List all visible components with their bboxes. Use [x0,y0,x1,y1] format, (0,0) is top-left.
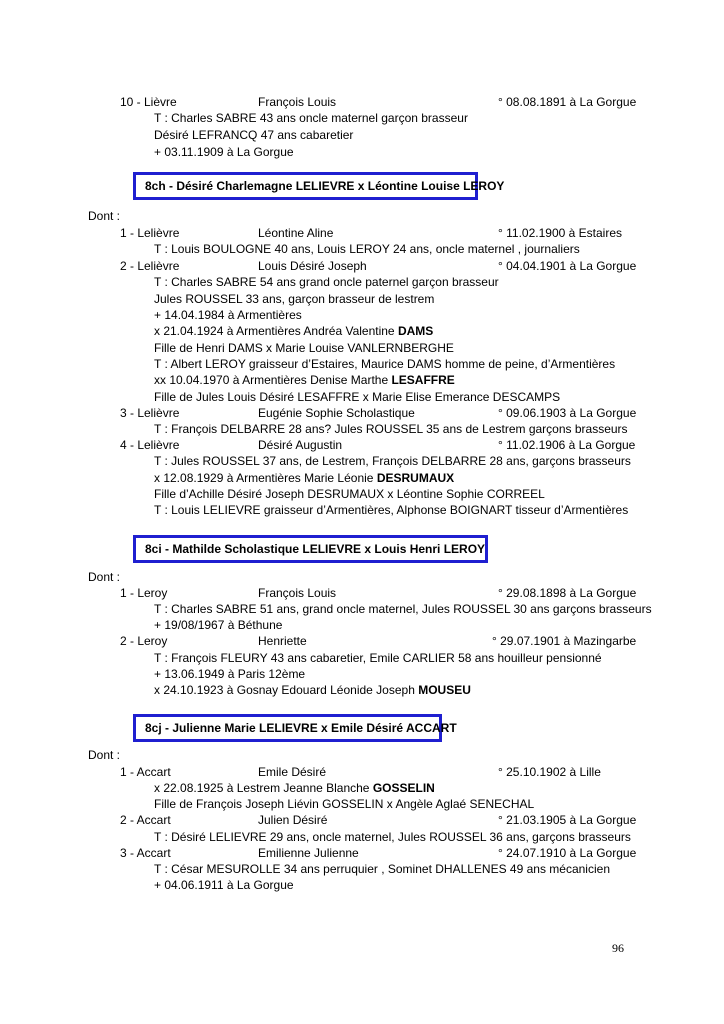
child-birth: ° 09.06.1903 à La Gorgue [498,406,637,420]
spouse-surname: MOUSEU [418,683,471,697]
marriage-line [154,683,471,697]
detail-line: T : François FLEURY 43 ans cabaretier, Emile CARLIER 58 ans houilleur pensionné [154,651,602,665]
marriage-text: x 22.08.1925 à Lestrem Jeanne Blanche [154,781,373,795]
child-names: Léontine Aline [258,226,334,240]
child-number: 1 - Accart [120,765,171,779]
detail-line: Fille de Jules Louis Désiré LESAFFRE x Marie Elise Emerance DESCAMPS [154,390,561,404]
detail-line: T : César MESUROLLE 34 ans perruquier , Sominet DHALLENES 49 ans mécanicien [154,862,610,876]
dont-label: Dont : [88,209,121,223]
child-birth: ° 24.07.1910 à La Gorgue [498,846,637,860]
child-names: Emilienne Julienne [258,846,359,860]
child-names: Louis Désiré Joseph [258,259,367,273]
spouse-surname: DESRUMAUX [376,471,455,485]
marriage-text: x 12.08.1929 à Armentières Marie Léonie [154,471,377,485]
detail-line: T : Charles SABRE 43 ans oncle maternel garçon brasseur [154,111,468,125]
detail-line: + 04.06.1911 à La Gorgue [154,878,294,892]
detail-line: Désiré LEFRANCQ 47 ans cabaretier [154,128,354,142]
detail-line: Fille de François Joseph Liévin GOSSELIN x Angèle Aglaé SENECHAL [154,797,535,811]
dont-label: Dont : [88,748,121,762]
child-names: Julien Désiré [258,813,328,827]
spouse-surname: LESAFFRE [391,373,455,387]
child-birth: ° 11.02.1900 à Estaires [498,226,622,240]
section-header-8ch: 8ch - Désiré Charlemagne LELIEVRE x Léontine Louise LEROY [133,172,478,200]
child-birth: ° 11.02.1906 à La Gorgue [498,438,636,452]
marriage-text: x 24.10.1923 à Gosnay Edouard Léonide Joseph [154,683,419,697]
dont-label: Dont : [88,570,121,584]
spouse-surname: DAMS [397,324,434,338]
child-number: 3 - Lelièvre [120,406,180,420]
detail-line: Jules ROUSSEL 33 ans, garçon brasseur de lestrem [154,292,435,306]
child-birth: ° 29.07.1901 à Mazingarbe [492,634,637,648]
detail-line: T : Louis LELIEVRE graisseur d’Armentières, Alphonse BOIGNART tisseur d’Armentières [154,503,629,517]
marriage-line [154,373,455,387]
child-names: François Louis [258,586,337,600]
marriage-line [154,471,454,485]
child-names: Désiré Augustin [258,438,343,452]
detail-line: T : Charles SABRE 51 ans, grand oncle maternel, Jules ROUSSEL 30 ans garçons brasseurs [154,602,652,616]
child-birth: ° 29.08.1898 à La Gorgue [498,586,637,600]
child-birth: ° 08.08.1891 à La Gorgue [498,95,637,109]
marriage-text: xx 10.04.1970 à Armentières Denise Marthe [154,373,392,387]
marriage-text: x 21.04.1924 à Armentières Andréa Valentine [154,324,398,338]
detail-line: T : Albert LEROY graisseur d’Estaires, Maurice DAMS homme de peine, d’Armentières [154,357,616,371]
child-names: Eugénie Sophie Scholastique [258,406,415,420]
child-birth: ° 04.04.1901 à La Gorgue [498,259,637,273]
detail-line: + 13.06.1949 à Paris 12ème [154,667,306,681]
detail-line: Fille d’Achille Désiré Joseph DESRUMAUX x Léontine Sophie CORREEL [154,487,545,501]
child-birth: ° 21.03.1905 à La Gorgue [498,813,637,827]
child-names: Henriette [258,634,307,648]
section-header-8cj: 8cj - Julienne Marie LELIEVRE x Emile Désiré ACCART [133,714,442,742]
detail-line: T : Charles SABRE 54 ans grand oncle paternel garçon brasseur [154,275,499,289]
detail-line: + 03.11.1909 à La Gorgue [154,145,294,159]
child-number: 2 - Leroy [120,634,168,648]
marriage-line [154,324,433,338]
child-number: 4 - Lelièvre [120,438,180,452]
detail-line: Fille de Henri DAMS x Marie Louise VANLERNBERGHE [154,341,454,355]
child-number: 3 - Accart [120,846,171,860]
detail-line: + 14.04.1984 à Armentières [154,308,302,322]
child-birth: ° 25.10.1902 à Lille [498,765,601,779]
detail-line: + 19/08/1967 à Béthune [154,618,283,632]
child-number: 2 - Lelièvre [120,259,180,273]
detail-line: T : François DELBARRE 28 ans? Jules ROUSSEL 35 ans de Lestrem garçons brasseurs [154,422,628,436]
child-number: 2 - Accart [120,813,171,827]
detail-line: T : Jules ROUSSEL 37 ans, de Lestrem, François DELBARRE 28 ans, garçons brasseurs [154,454,631,468]
marriage-line [154,781,435,795]
child-names: Emile Désiré [258,765,327,779]
child-names: François Louis [258,95,337,109]
detail-line: T : Désiré LELIEVRE 29 ans, oncle maternel, Jules ROUSSEL 36 ans, garçons brasseurs [154,830,631,844]
spouse-surname: GOSSELIN [372,781,435,795]
section-header-8ci: 8ci - Mathilde Scholastique LELIEVRE x Louis Henri LEROY [133,535,488,563]
page-number: 96 [612,941,624,955]
child-number: 1 - Leroy [120,586,168,600]
child-number: 1 - Lelièvre [120,226,180,240]
child-number: 10 - Lièvre [120,95,177,109]
detail-line: T : Louis BOULOGNE 40 ans, Louis LEROY 24 ans, oncle maternel , journaliers [154,242,580,256]
